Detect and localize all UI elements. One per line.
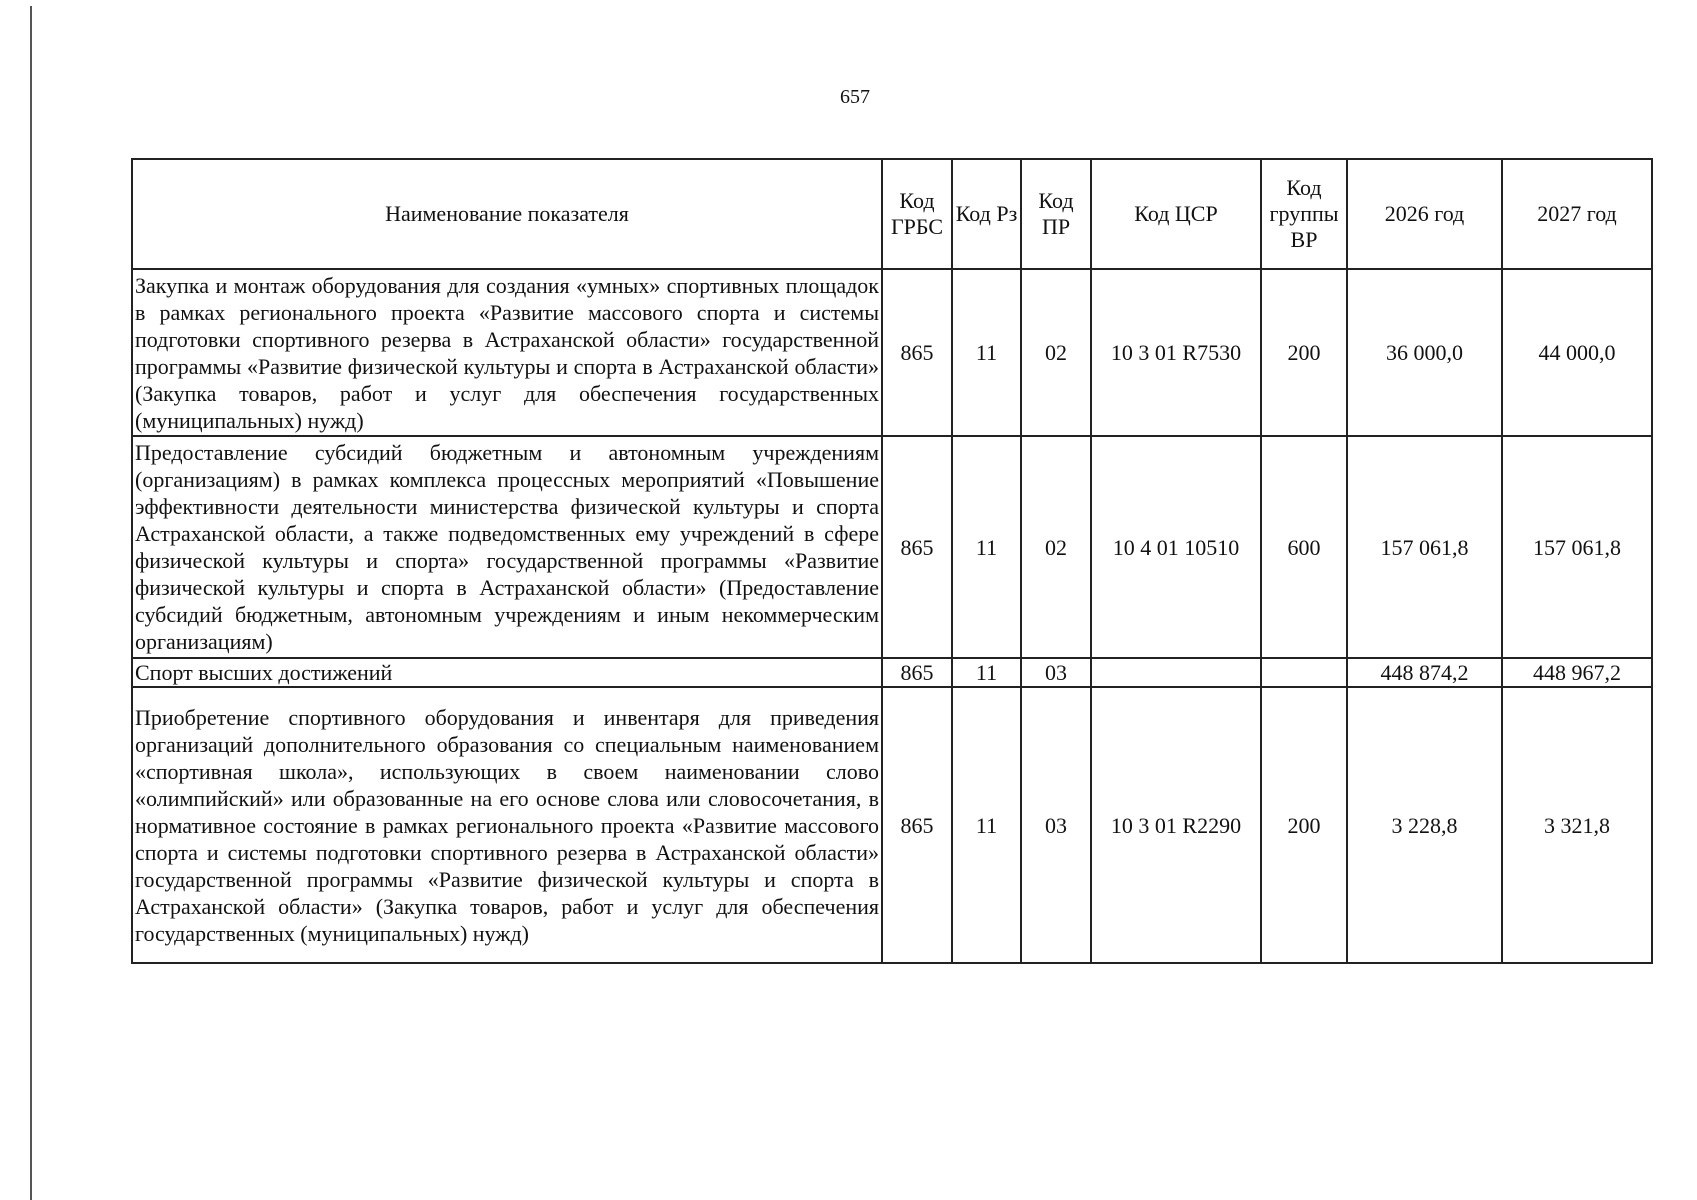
header-csr-code: Код ЦСР [1091,159,1261,269]
row-pr-code: 02 [1021,436,1091,658]
header-year-2027: 2027 год [1502,159,1652,269]
page-number: 657 [840,86,870,108]
row-indicator-name: Предоставление субсидий бюджетным и автономным учреждениям (организациям) в рамках комплекса процессных мероприятий «Повышение эффективности деятельности министерства физической культуры и спорта Астраханской области, а также подведомственных ему учреждений в сфере физической культуры и спорта» государственной программы «Развитие физической культуры и спорта в Астраханской области» (Предоставление субсидий бюджетным, автономным учреждениям и иным некоммерческим организациям) [132,436,882,658]
row-indicator-name: Приобретение спортивного оборудования и инвентаря для приведения организаций дополнительного образования со специальным наименованием «спортивная школа», использующих в своем наименовании слово «олимпийский» или образованные на его основе слова или словосочетания, в нормативное состояние в рамках регионального проекта «Развитие массового спорта и системы подготовки спортивного резерва в Астраханской области» государственной программы «Развитие физической культуры и спорта в Астраханской области» (Закупка товаров, работ и услуг для обеспечения государственных (муниципальных) нужд) [132,687,882,963]
header-year-2026: 2026 год [1347,159,1502,269]
row-indicator-name: Закупка и монтаж оборудования для создания «умных» спортивных площадок в рамках регионального проекта «Развитие массового спорта и системы подготовки спортивного резерва в Астраханской области» государственной программы «Развитие физической культуры и спорта в Астраханской области» (Закупка товаров, работ и услуг для обеспечения государственных (муниципальных) нужд) [132,269,882,436]
row-amount-2027: 157 061,8 [1502,436,1652,658]
row-amount-2026: 448 874,2 [1347,658,1502,687]
header-grbs-code: Код ГРБС [882,159,952,269]
row-grbs-code: 865 [882,436,952,658]
table-row [132,436,1652,658]
row-csr-code: 10 3 01 R2290 [1091,687,1261,963]
row-csr-code: 10 4 01 10510 [1091,436,1261,658]
table-row [132,687,1652,963]
binding-margin-line [30,6,32,1200]
row-pr-code: 02 [1021,269,1091,436]
row-vr-group-code [1261,658,1347,687]
row-amount-2027: 44 000,0 [1502,269,1652,436]
row-pr-code: 03 [1021,658,1091,687]
row-csr-code: 10 3 01 R7530 [1091,269,1261,436]
header-rz-code: Код Рз [952,159,1021,269]
row-rz-code: 11 [952,658,1021,687]
header-vr-group-code: Код группы ВР [1261,159,1347,269]
row-amount-2026: 36 000,0 [1347,269,1502,436]
row-amount-2026: 157 061,8 [1347,436,1502,658]
header-pr-code: Код ПР [1021,159,1091,269]
row-amount-2026: 3 228,8 [1347,687,1502,963]
row-csr-code [1091,658,1261,687]
row-rz-code: 11 [952,269,1021,436]
row-indicator-name: Спорт высших достижений [132,658,882,687]
row-amount-2027: 448 967,2 [1502,658,1652,687]
table-header-row [132,159,1652,269]
budget-table [131,158,1653,964]
header-indicator-name: Наименование показателя [132,159,882,269]
row-rz-code: 11 [952,436,1021,658]
table-row [132,658,1652,687]
row-rz-code: 11 [952,687,1021,963]
row-vr-group-code: 600 [1261,436,1347,658]
row-grbs-code: 865 [882,269,952,436]
row-vr-group-code: 200 [1261,269,1347,436]
row-grbs-code: 865 [882,687,952,963]
row-grbs-code: 865 [882,658,952,687]
table-row [132,269,1652,436]
row-pr-code: 03 [1021,687,1091,963]
row-amount-2027: 3 321,8 [1502,687,1652,963]
row-vr-group-code: 200 [1261,687,1347,963]
